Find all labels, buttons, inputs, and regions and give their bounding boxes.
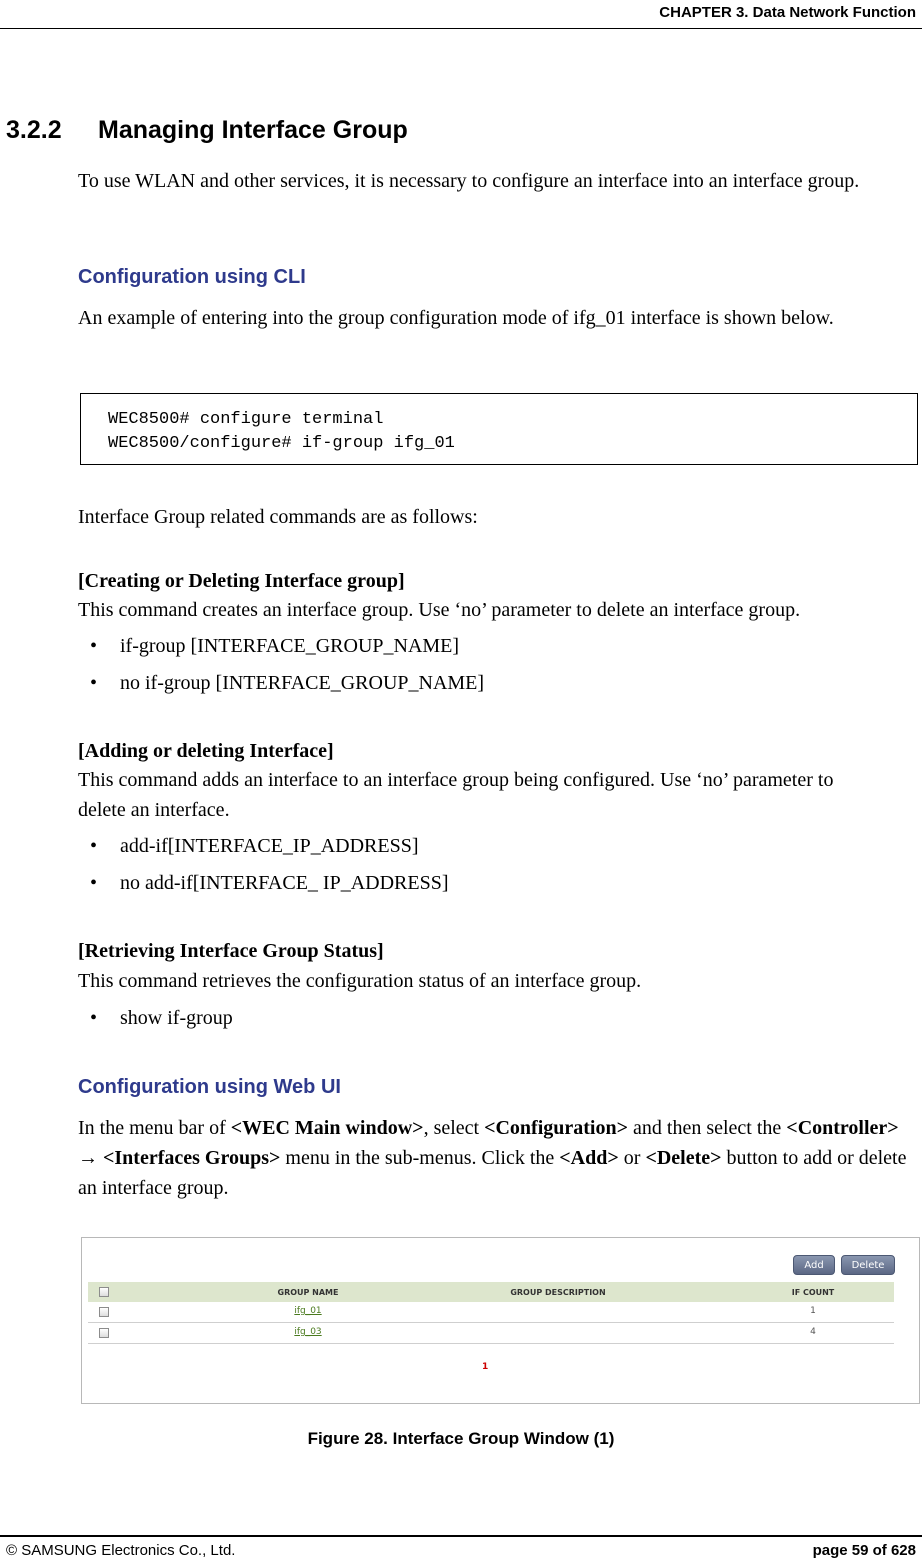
section-heading: Managing Interface Group [98, 116, 408, 144]
delete-button[interactable]: Delete [841, 1255, 895, 1275]
bullet-item [78, 1007, 233, 1030]
footer-divider [0, 1535, 922, 1537]
intro-paragraph: To use WLAN and other services, it is necessary to configure an interface into an interface group. [78, 170, 860, 192]
row-checkbox[interactable] [99, 1307, 109, 1317]
column-header: GROUP NAME [277, 1288, 339, 1297]
bullet-item [78, 672, 484, 695]
cli-heading: Configuration using CLI [78, 266, 306, 288]
column-header: GROUP DESCRIPTION [510, 1288, 606, 1297]
table-header [88, 1282, 894, 1302]
column-header: IF COUNT [791, 1288, 835, 1297]
select-all-checkbox[interactable] [99, 1287, 109, 1297]
group-name-link[interactable]: ifg_03 [294, 1327, 322, 1337]
text: In the menu bar of [78, 1117, 231, 1139]
bullet-text: add-if[INTERFACE_IP_ADDRESS] [120, 835, 419, 857]
code-line: WEC8500# configure terminal [108, 410, 384, 429]
section-number: 3.2.2 [6, 116, 62, 144]
footer-page-number: page 59 of 628 [812, 1542, 916, 1559]
text: <WEC Main window> [230, 1117, 424, 1139]
block-title-create: [Creating or Deleting Interface group] [78, 570, 405, 592]
bullet-text: show if-group [120, 1007, 233, 1029]
group-name-link[interactable]: ifg_01 [294, 1306, 322, 1316]
block-title-add: [Adding or deleting Interface] [78, 740, 334, 762]
text: or [618, 1147, 646, 1169]
bullet-item [78, 635, 459, 658]
block-title-status: [Retrieving Interface Group Status] [78, 940, 384, 962]
cli-intro: An example of entering into the group configuration mode of ifg_01 interface is shown below. [78, 307, 834, 329]
code-line: WEC8500/configure# if-group ifg_01 [108, 434, 455, 453]
bullet-dot: • [90, 635, 98, 657]
add-button[interactable]: Add [793, 1255, 835, 1275]
bullet-dot: • [90, 872, 98, 894]
pagination-page[interactable]: 1 [482, 1362, 489, 1372]
table-row [88, 1323, 894, 1344]
figure-caption: Figure 28. Interface Group Window (1) [307, 1429, 615, 1448]
commands-intro: Interface Group related commands are as follows: [78, 506, 478, 528]
text: menu in the sub-menus. Click the [280, 1147, 560, 1169]
if-count: 4 [810, 1327, 816, 1337]
page-header [0, 0, 922, 29]
block-desc-status: This command retrieves the configuration status of an interface group. [78, 970, 642, 992]
bullet-dot: • [90, 672, 98, 694]
bullet-item [78, 835, 419, 858]
interface-group-screenshot [81, 1237, 920, 1404]
bullet-text: no if-group [INTERFACE_GROUP_NAME] [120, 672, 485, 694]
text: and then select the [628, 1117, 787, 1139]
code-block [80, 393, 918, 465]
block-desc-add: This command adds an interface to an interface group being configured. Use ‘no’ parameter to delete an interface. [78, 769, 834, 821]
section-title [6, 116, 408, 145]
bullet-text: no add-if[INTERFACE_ IP_ADDRESS] [120, 872, 449, 894]
bullet-dot: • [90, 1007, 98, 1029]
text: button to add or delete an interface group. [78, 1147, 907, 1199]
webui-paragraph [78, 1113, 914, 1203]
row-checkbox[interactable] [99, 1328, 109, 1338]
arrow-icon: → [78, 1147, 98, 1169]
footer-copyright: © SAMSUNG Electronics Co., Ltd. [6, 1542, 236, 1559]
if-count: 1 [810, 1306, 816, 1316]
webui-heading: Configuration using Web UI [78, 1076, 341, 1098]
bullet-item [78, 872, 449, 895]
table-row [88, 1302, 894, 1323]
bullet-text: if-group [INTERFACE_GROUP_NAME] [120, 635, 460, 657]
block-desc-create: This command creates an interface group. Use ‘no’ parameter to delete an interface group. [78, 599, 801, 621]
text: , select [423, 1117, 485, 1139]
text: <Interfaces Groups> [103, 1147, 281, 1169]
chapter-title: CHAPTER 3. Data Network Function [659, 4, 916, 21]
text: <Controller> [786, 1117, 899, 1139]
text: <Delete> [645, 1147, 722, 1169]
text: <Add> [559, 1147, 619, 1169]
text: <Configuration> [484, 1117, 629, 1139]
bullet-dot: • [90, 835, 98, 857]
